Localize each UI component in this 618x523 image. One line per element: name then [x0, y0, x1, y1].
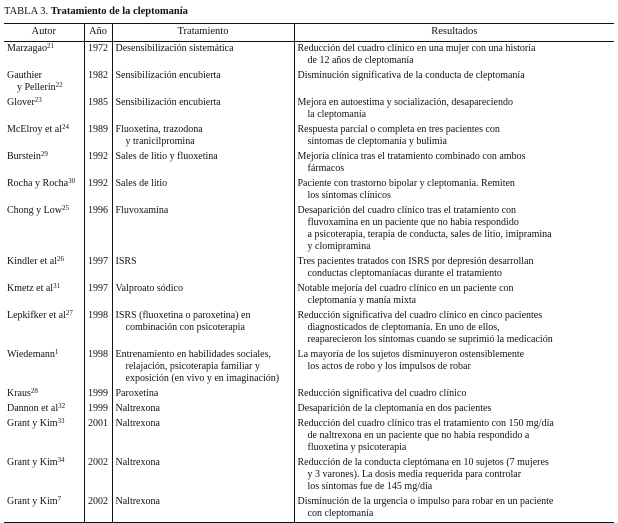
- resultados-line: Disminución de la urgencia o impulso para robar en un paciente: [297, 496, 554, 507]
- cell-tratamiento: [112, 150, 294, 177]
- resultados-line: Desaparición de la cleptomanía en dos pacientes: [297, 403, 492, 414]
- resultados-line: conductas cleptomaníacas durante el tratamiento: [307, 268, 502, 279]
- cell-autor: [4, 348, 84, 387]
- reference-superscript: 31: [53, 282, 61, 290]
- cell-resultados: [294, 255, 614, 282]
- reference-superscript: 27: [65, 309, 73, 317]
- tratamiento-line: exposición (en vivo y en imaginación): [125, 373, 280, 384]
- resultados-line: con cleptomanía: [307, 508, 374, 519]
- resultados-line: Mejoría clínica tras el tratamiento combinado con ambos: [297, 151, 526, 162]
- reference-superscript: 1: [54, 348, 59, 356]
- resultados-line: de 12 años de cleptomanía: [307, 55, 414, 66]
- cell-tratamiento: [112, 96, 294, 123]
- tratamiento-line: Naltrexona: [115, 457, 160, 468]
- cell-anio: 2002: [84, 495, 112, 523]
- cell-autor: [4, 255, 84, 282]
- treatment-table: [4, 23, 614, 523]
- autor-text: Marzagao: [7, 43, 47, 54]
- tratamiento-line: relajación, psicoterapia familiar y: [125, 361, 260, 372]
- cell-autor: [4, 402, 84, 417]
- header-autor: Autor: [4, 24, 84, 42]
- table-row: [4, 255, 614, 282]
- cell-tratamiento: [112, 348, 294, 387]
- table-row: [4, 282, 614, 309]
- tratamiento-line: ISRS (fluoxetina o paroxetina) en: [115, 310, 251, 321]
- table-row: [4, 42, 614, 70]
- cell-autor: [4, 96, 84, 123]
- reference-superscript: 24: [61, 123, 69, 131]
- cell-anio: 1998: [84, 309, 112, 348]
- resultados-line: a psicoterapia, terapia de conducta, sales de litio, imipramina: [307, 229, 552, 240]
- autor-text: Wiedemann: [7, 349, 55, 360]
- resultados-line: Reducción significativa del cuadro clínico en cinco pacientes: [297, 310, 543, 321]
- cell-autor: [4, 177, 84, 204]
- tratamiento-line: Naltrexona: [115, 403, 160, 414]
- autor-text: McElroy et al: [7, 124, 62, 135]
- resultados-line: Reducción de la conducta cleptómana en 10 sujetos (7 mujeres: [297, 457, 549, 468]
- cell-resultados: [294, 96, 614, 123]
- cell-anio: 1997: [84, 255, 112, 282]
- tratamiento-line: Desensibilización sistemática: [115, 43, 234, 54]
- resultados-line: los síntomas fue de 145 mg/día: [307, 481, 433, 492]
- cell-anio: 1999: [84, 387, 112, 402]
- header-tratamiento: Tratamiento: [112, 24, 294, 42]
- cell-tratamiento: [112, 42, 294, 70]
- table-row: [4, 417, 614, 456]
- header-anio: Año: [84, 24, 112, 42]
- table-row: [4, 177, 614, 204]
- reference-superscript: 22: [55, 81, 63, 89]
- table-row: [4, 402, 614, 417]
- autor-text: Glover: [7, 97, 35, 108]
- resultados-line: cleptomanía y manía mixta: [307, 295, 417, 306]
- cell-autor: [4, 309, 84, 348]
- tratamiento-line: Fluoxetina, trazodona: [115, 124, 203, 135]
- tratamiento-line: Sensibilización encubierta: [115, 97, 221, 108]
- tratamiento-line: Sensibilización encubierta: [115, 70, 221, 81]
- cell-anio: 1997: [84, 282, 112, 309]
- reference-superscript: 21: [46, 42, 54, 50]
- resultados-line: síntomas de cleptomanía y bulimia: [307, 136, 447, 147]
- autor-text: Lepkifker et al: [7, 310, 66, 321]
- reference-superscript: 26: [56, 255, 64, 263]
- resultados-line: y clomipramina: [307, 241, 371, 252]
- resultados-line: Paciente con trastorno bipolar y cleptomanía. Remiten: [297, 178, 515, 189]
- autor-text: Kraus: [7, 388, 31, 399]
- autor-text: Burstein: [7, 151, 41, 162]
- cell-tratamiento: [112, 417, 294, 456]
- autor-text: y Pellerin: [17, 82, 56, 93]
- cell-autor: [4, 417, 84, 456]
- cell-anio: 1972: [84, 42, 112, 70]
- cell-tratamiento: [112, 69, 294, 96]
- table-row: [4, 204, 614, 255]
- cell-anio: 1982: [84, 69, 112, 96]
- cell-autor: [4, 387, 84, 402]
- cell-autor: [4, 150, 84, 177]
- caption-prefix: TABLA 3.: [4, 6, 49, 17]
- cell-tratamiento: [112, 255, 294, 282]
- cell-tratamiento: [112, 123, 294, 150]
- cell-tratamiento: [112, 387, 294, 402]
- table-row: [4, 387, 614, 402]
- autor-line: Gauthier: [7, 70, 42, 81]
- cell-tratamiento: [112, 177, 294, 204]
- header-resultados: Resultados: [294, 24, 614, 42]
- resultados-line: Reducción del cuadro clínico en una mujer con una historia: [297, 43, 536, 54]
- reference-superscript: 33: [57, 417, 65, 425]
- table-row: [4, 348, 614, 387]
- reference-superscript: 25: [62, 204, 69, 212]
- cell-tratamiento: [112, 402, 294, 417]
- reference-superscript: 28: [30, 387, 38, 395]
- resultados-line: Mejora en autoestima y socialización, desapareciendo: [297, 97, 513, 108]
- autor-text: Kindler et al: [7, 256, 57, 267]
- cell-anio: 1998: [84, 348, 112, 387]
- cell-resultados: [294, 42, 614, 70]
- caption-title: Tratamiento de la cleptomanía: [50, 6, 188, 17]
- tratamiento-line: Naltrexona: [115, 418, 160, 429]
- tratamiento-line: Paroxetina: [115, 388, 159, 399]
- cell-anio: 2002: [84, 456, 112, 495]
- resultados-line: y 3 varones). La dosis media requerida para controlar: [307, 469, 522, 480]
- table-row: [4, 123, 614, 150]
- cell-tratamiento: [112, 456, 294, 495]
- autor-line: [7, 82, 81, 94]
- cell-resultados: [294, 495, 614, 523]
- cell-resultados: [294, 204, 614, 255]
- tratamiento-line: Sales de litio: [115, 178, 168, 189]
- cell-resultados: [294, 456, 614, 495]
- table-row: [4, 150, 614, 177]
- tratamiento-line: Fluvoxamina: [115, 205, 169, 216]
- cell-resultados: [294, 123, 614, 150]
- cell-resultados: [294, 177, 614, 204]
- resultados-line: reaparecieron los síntomas cuando se suprimió la medicación: [307, 334, 553, 345]
- cell-tratamiento: [112, 204, 294, 255]
- table-caption: [4, 6, 188, 19]
- cell-autor: [4, 282, 84, 309]
- resultados-line: fluvoxamina en un paciente que no había respondido: [307, 217, 519, 228]
- table-row: [4, 456, 614, 495]
- table-row: [4, 495, 614, 523]
- resultados-line: los síntomas clínicos: [307, 190, 391, 201]
- table-header-row: [4, 24, 614, 42]
- resultados-line: diagnosticados de cleptomanía. En uno de ellos,: [307, 322, 500, 333]
- resultados-line: los actos de robo y los impulsos de robar: [307, 361, 471, 372]
- cell-tratamiento: [112, 495, 294, 523]
- resultados-line: Reducción del cuadro clínico tras el tratamiento con 150 mg/día: [297, 418, 554, 429]
- cell-anio: 1992: [84, 150, 112, 177]
- tratamiento-line: Entrenamiento en habilidades sociales,: [115, 349, 272, 360]
- reference-superscript: 32: [58, 402, 66, 410]
- cell-resultados: [294, 69, 614, 96]
- autor-text: Chong y Low: [7, 205, 62, 216]
- reference-superscript: 23: [34, 96, 42, 104]
- cell-anio: 1999: [84, 402, 112, 417]
- resultados-line: Notable mejoría del cuadro clínico en un paciente con: [297, 283, 514, 294]
- reference-superscript: 34: [57, 456, 65, 464]
- cell-autor: [4, 204, 84, 255]
- tratamiento-line: Sales de litio y fluoxetina: [115, 151, 218, 162]
- table-row: [4, 309, 614, 348]
- autor-text: Dannon et al: [7, 403, 59, 414]
- cell-resultados: [294, 309, 614, 348]
- table-body: [4, 42, 614, 523]
- reference-superscript: 7: [57, 495, 62, 503]
- reference-superscript: 30: [68, 177, 76, 185]
- cell-autor: [4, 69, 84, 96]
- cell-resultados: [294, 150, 614, 177]
- tratamiento-line: y tranicilpromina: [125, 136, 195, 147]
- cell-anio: 1992: [84, 177, 112, 204]
- resultados-line: Disminución significativa de la conducta de cleptomanía: [297, 70, 525, 81]
- table-row: [4, 69, 614, 96]
- reference-superscript: 29: [40, 150, 48, 158]
- resultados-line: Tres pacientes tratados con ISRS por depresión desarrollan: [297, 256, 534, 267]
- cell-autor: [4, 495, 84, 523]
- resultados-line: de naltrexona en un paciente que no había respondido a: [307, 430, 530, 441]
- cell-resultados: [294, 387, 614, 402]
- autor-text: Rocha y Rocha: [7, 178, 69, 189]
- cell-resultados: [294, 282, 614, 309]
- autor-text: Grant y Kim: [7, 418, 58, 429]
- cell-tratamiento: [112, 282, 294, 309]
- cell-autor: [4, 123, 84, 150]
- cell-tratamiento: [112, 309, 294, 348]
- cell-anio: 1996: [84, 204, 112, 255]
- tratamiento-line: combinación con psicoterapia: [125, 322, 245, 333]
- resultados-line: fluoxetina y psicoterapia: [307, 442, 407, 453]
- resultados-line: la cleptomanía: [307, 109, 367, 120]
- resultados-line: La mayoría de los sujetos disminuyeron ostensiblemente: [297, 349, 525, 360]
- resultados-line: Respuesta parcial o completa en tres pacientes con: [297, 124, 500, 135]
- cell-resultados: [294, 348, 614, 387]
- autor-text: Grant y Kim: [7, 457, 58, 468]
- resultados-line: Reducción significativa del cuadro clínico: [297, 388, 467, 399]
- tratamiento-line: Valproato sódico: [115, 283, 183, 294]
- cell-anio: 2001: [84, 417, 112, 456]
- cell-anio: 1989: [84, 123, 112, 150]
- cell-anio: 1985: [84, 96, 112, 123]
- cell-autor: [4, 42, 84, 70]
- resultados-line: Desaparición del cuadro clínico tras el tratamiento con: [297, 205, 517, 216]
- cell-resultados: [294, 402, 614, 417]
- autor-text: Grant y Kim: [7, 496, 58, 507]
- cell-resultados: [294, 417, 614, 456]
- resultados-line: fármacos: [307, 163, 345, 174]
- tratamiento-line: Naltrexona: [115, 496, 160, 507]
- cell-autor: [4, 456, 84, 495]
- tratamiento-line: ISRS: [115, 256, 137, 267]
- table-row: [4, 96, 614, 123]
- autor-text: Kmetz et al: [7, 283, 54, 294]
